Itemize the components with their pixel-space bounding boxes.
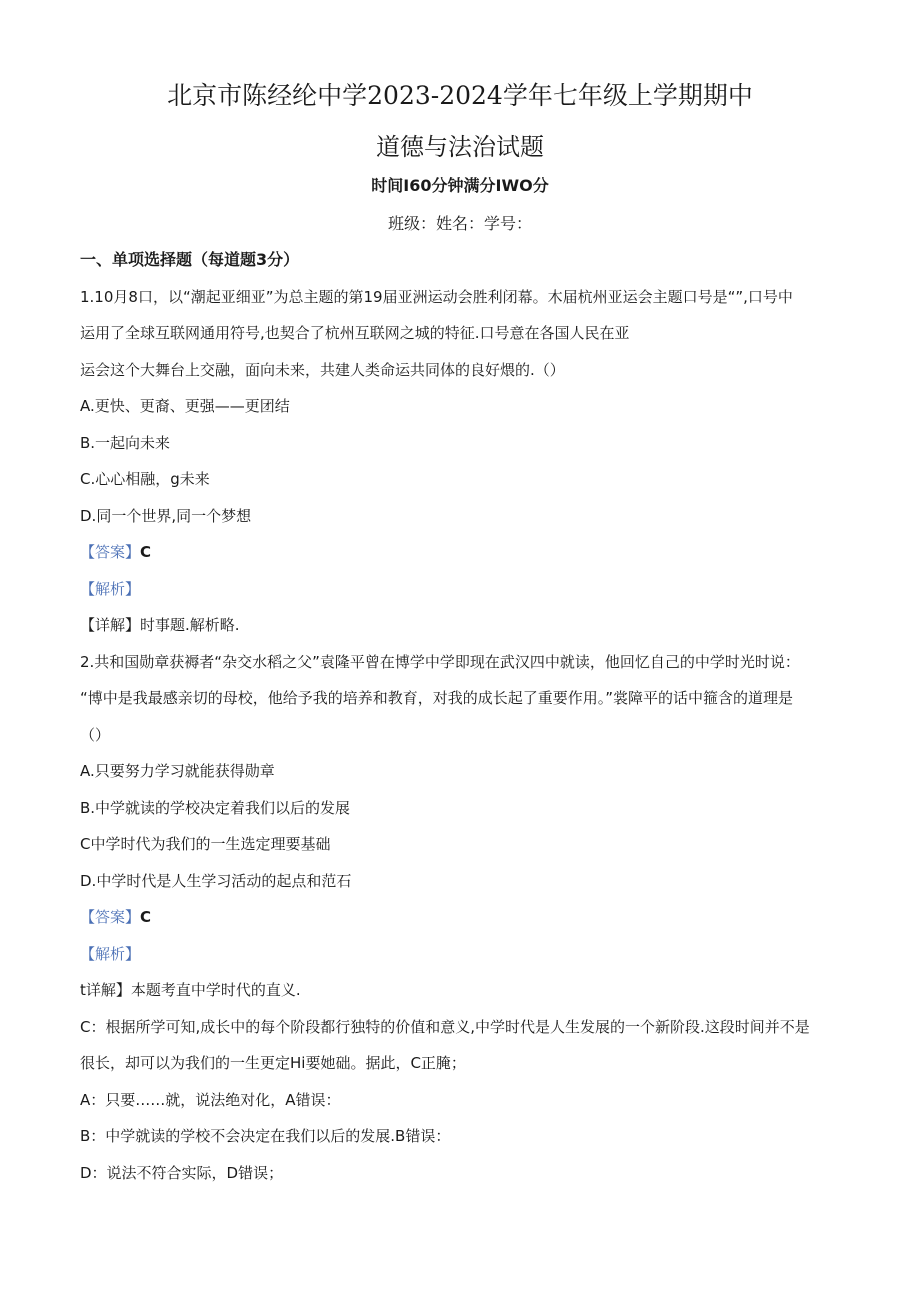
- question-1-option-a: A.更快、更裔、更强——更团结: [80, 397, 290, 415]
- question-2-option-c: C中学时代为我们的一生选定理要基础: [80, 835, 331, 853]
- question-2-answer: [80, 899, 850, 936]
- question-2-stem-line3: （）: [80, 725, 111, 744]
- exam-content: [80, 242, 850, 1191]
- question-2-analysis-tag: 【解析】: [80, 944, 141, 963]
- question-2-option-d: D.中学时代是人生学习活动的起点和范石: [80, 871, 352, 890]
- question-1-answer: [80, 534, 850, 571]
- question-2-explain-a: A：只要……就，说法绝对化，A错误：: [80, 1090, 341, 1109]
- question-2-explain-c-line2: 很长，却可以为我们的一生更定Hi要她础。据此，C正腌；: [80, 1054, 466, 1072]
- question-1-option-c: C.心心相融，g未来: [80, 470, 210, 488]
- student-info-line: 班级：姓名：学号：: [387, 214, 532, 233]
- question-1-stem-line1: 1.10月8口，以“潮起亚细亚”为总主题的第19届亚洲运动会胜利闭幕。木届杭州亚运会主题口号是“”,口号中: [80, 287, 793, 306]
- question-2-stem-line1: 2.共和国勋章获褥者“杂交水稻之父”袁隆平曾在博学中学即现在武汉四中就读，他回忆自己的中学时光时说：: [80, 652, 800, 671]
- answer-tag: 【答案】: [80, 908, 141, 926]
- answer-value: C: [140, 908, 152, 926]
- question-1-stem-line2: 运用了全球互联网通用符号,也契合了杭州互联网之城的特征.口号意在各国人民在亚: [80, 324, 630, 342]
- question-1-stem-line3: 运会这个大舞台上交融，面向未来，共建人类命运共同体的良好煨的.（）: [80, 360, 565, 379]
- question-1-option-d: D.同一个世界,同一个梦想: [80, 506, 252, 525]
- exam-title-line1: 北京市陈经纶中学2023-2024学年七年级上学期期中: [167, 81, 753, 110]
- exam-title-line2: 道德与法治试题: [376, 133, 544, 161]
- question-1-detail: 【详解】时事题.解析略.: [80, 616, 240, 634]
- question-2-stem-line2: “博中是我最感亲切的母校，他给予我的培养和教育，对我的成长起了重要作用。”裳障平的话中箍含的道理是: [80, 689, 794, 707]
- question-2-explain-c-line1: C：根据所学可知,成长中的每个阶段都行独特的价值和意义,中学时代是人生发展的一个新阶段.这段时间并不是: [80, 1017, 810, 1036]
- question-2-explain-b: B：中学就读的学校不会决定在我们以后的发展.B错误：: [80, 1127, 451, 1145]
- question-2-option-b: B.中学就读的学校决定着我们以后的发展: [80, 798, 351, 817]
- question-1-option-b: B.一起向未来: [80, 433, 171, 452]
- question-2-option-a: A.只要努力学习就能获得勋章: [80, 762, 275, 780]
- answer-value: C: [140, 543, 152, 561]
- question-1-analysis-tag: 【解析】: [80, 579, 141, 598]
- section-heading: 一、单项选择题（每道题3分）: [80, 250, 300, 269]
- question-2-detail: t详解】本题考直中学时代的直义.: [80, 981, 301, 999]
- answer-tag: 【答案】: [80, 543, 141, 561]
- question-2-explain-d: D：说法不符合实际，D错误；: [80, 1163, 284, 1182]
- exam-time-info: 时间I60分钟满分IWO分: [371, 176, 549, 195]
